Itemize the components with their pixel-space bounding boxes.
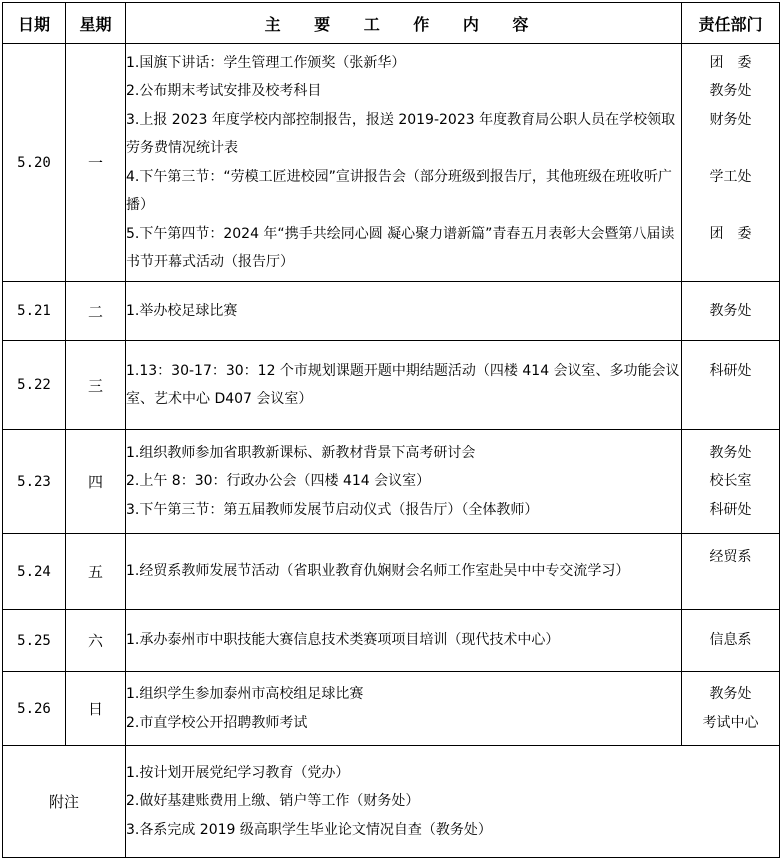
work-item: 1.组织学生参加泰州市高校组足球比赛 (126, 686, 364, 702)
dept-name: 经贸系 (709, 549, 752, 565)
row-content (126, 282, 682, 341)
dept-name: 教务处 (709, 686, 752, 702)
row-dept (682, 44, 780, 282)
dept-name: 教务处 (709, 302, 752, 319)
dept-name: 团 委 (709, 54, 752, 71)
header-weekday: 星期 (66, 3, 126, 44)
work-item: 3.上报 2023 年度学校内部控制报告，报送 2019-2023 年度教育局公职人员在学校领取劳务费情况统计表 (126, 111, 676, 156)
row-dept (682, 534, 780, 610)
row-content (126, 44, 682, 282)
schedule-row (3, 44, 780, 282)
work-item: 1.组织教师参加省职教新课标、新教材背景下高考研讨会 (126, 444, 476, 461)
dept-name: 校长室 (709, 473, 752, 490)
dept-name: 团 委 (709, 225, 752, 242)
row-weekday: 二 (66, 282, 126, 341)
row-weekday: 五 (66, 534, 126, 610)
schedule-table (2, 2, 780, 858)
header-date: 日期 (3, 3, 66, 44)
row-date: 5.25 (3, 610, 66, 672)
work-item: 5.下午第四节：2024 年“携手共绘同心圆 凝心聚力谱新篇”青春五月表彰大会暨第八届读书节开幕式活动（报告厅） (126, 225, 675, 270)
dept-name (682, 385, 779, 414)
header-row (3, 3, 780, 44)
dept-name (682, 134, 779, 163)
row-content (126, 610, 682, 672)
header-dept: 责任部门 (682, 3, 780, 44)
work-item: 1.国旗下讲话：学生管理工作颁奖（张新华） (126, 54, 406, 71)
work-item: 1.经贸系教师发展节活动（省职业教育仇娴财会名师工作室赴吴中中专交流学习） (126, 563, 630, 580)
row-dept (682, 430, 780, 534)
schedule-row (3, 430, 780, 534)
dept-name: 信息系 (709, 632, 752, 649)
schedule-row (3, 534, 780, 610)
schedule-row (3, 610, 780, 672)
dept-name: 学工处 (709, 168, 752, 185)
schedule-row (3, 672, 780, 746)
work-item: 3.下午第三节：第五届教师发展节启动仪式（报告厅）（全体教师） (126, 501, 539, 518)
header-content: 主 要 工 作 内 容 (126, 3, 682, 44)
dept-name: 教务处 (709, 83, 752, 99)
row-date: 5.26 (3, 672, 66, 746)
row-date: 5.22 (3, 341, 66, 430)
work-item: 2.市直学校公开招聘教师考试 (126, 714, 308, 731)
row-weekday: 六 (66, 610, 126, 672)
dept-name: 财务处 (709, 111, 752, 128)
row-content (126, 672, 682, 746)
row-weekday: 一 (66, 44, 126, 282)
row-date: 5.21 (3, 282, 66, 341)
row-date: 5.20 (3, 44, 66, 282)
dept-name: 科研处 (709, 362, 752, 379)
notes-row (3, 746, 780, 858)
note-item: 2.做好基建账费用上缴、销户等工作（财务处） (126, 793, 420, 810)
row-weekday: 三 (66, 341, 126, 430)
work-item: 2.公布期末考试安排及校考科目 (126, 83, 322, 99)
dept-name: 科研处 (709, 501, 752, 518)
note-item: 3.各系完成 2019 级高职学生毕业论文情况自查（教务处） (126, 821, 492, 838)
schedule-row (3, 341, 780, 430)
note-item: 1.按计划开展党纪学习教育（党办） (126, 764, 350, 781)
row-content (126, 534, 682, 610)
row-date: 5.24 (3, 534, 66, 610)
schedule-row (3, 282, 780, 341)
row-weekday: 日 (66, 672, 126, 746)
notes-content (126, 746, 780, 858)
row-weekday: 四 (66, 430, 126, 534)
row-dept (682, 672, 780, 746)
row-content (126, 430, 682, 534)
row-date: 5.23 (3, 430, 66, 534)
work-item: 1.承办泰州市中职技能大赛信息技术类赛项项目培训（现代技术中心） (126, 632, 560, 649)
work-item: 1.13：30-17：30：12 个市规划课题开题中期结题活动（四楼 414 会议室、多功能会议室、艺术中心 D407 会议室） (126, 362, 680, 407)
work-item: 1.举办校足球比赛 (126, 302, 238, 319)
dept-name (682, 191, 779, 220)
row-dept (682, 610, 780, 672)
work-item: 2.上午 8：30：行政办公会（四楼 414 会议室） (126, 473, 431, 490)
dept-name: 考试中心 (702, 714, 759, 731)
notes-label: 附注 (3, 746, 126, 858)
dept-name (682, 248, 779, 277)
row-dept (682, 282, 780, 341)
row-dept (682, 341, 780, 430)
row-content (126, 341, 682, 430)
dept-name (682, 572, 779, 601)
dept-name: 教务处 (709, 444, 752, 461)
schedule-body (3, 44, 780, 858)
work-item: 4.下午第三节：“劳模工匠进校园”宣讲报告会（部分班级到报告厅，其他班级在班收听广播） (126, 168, 672, 213)
